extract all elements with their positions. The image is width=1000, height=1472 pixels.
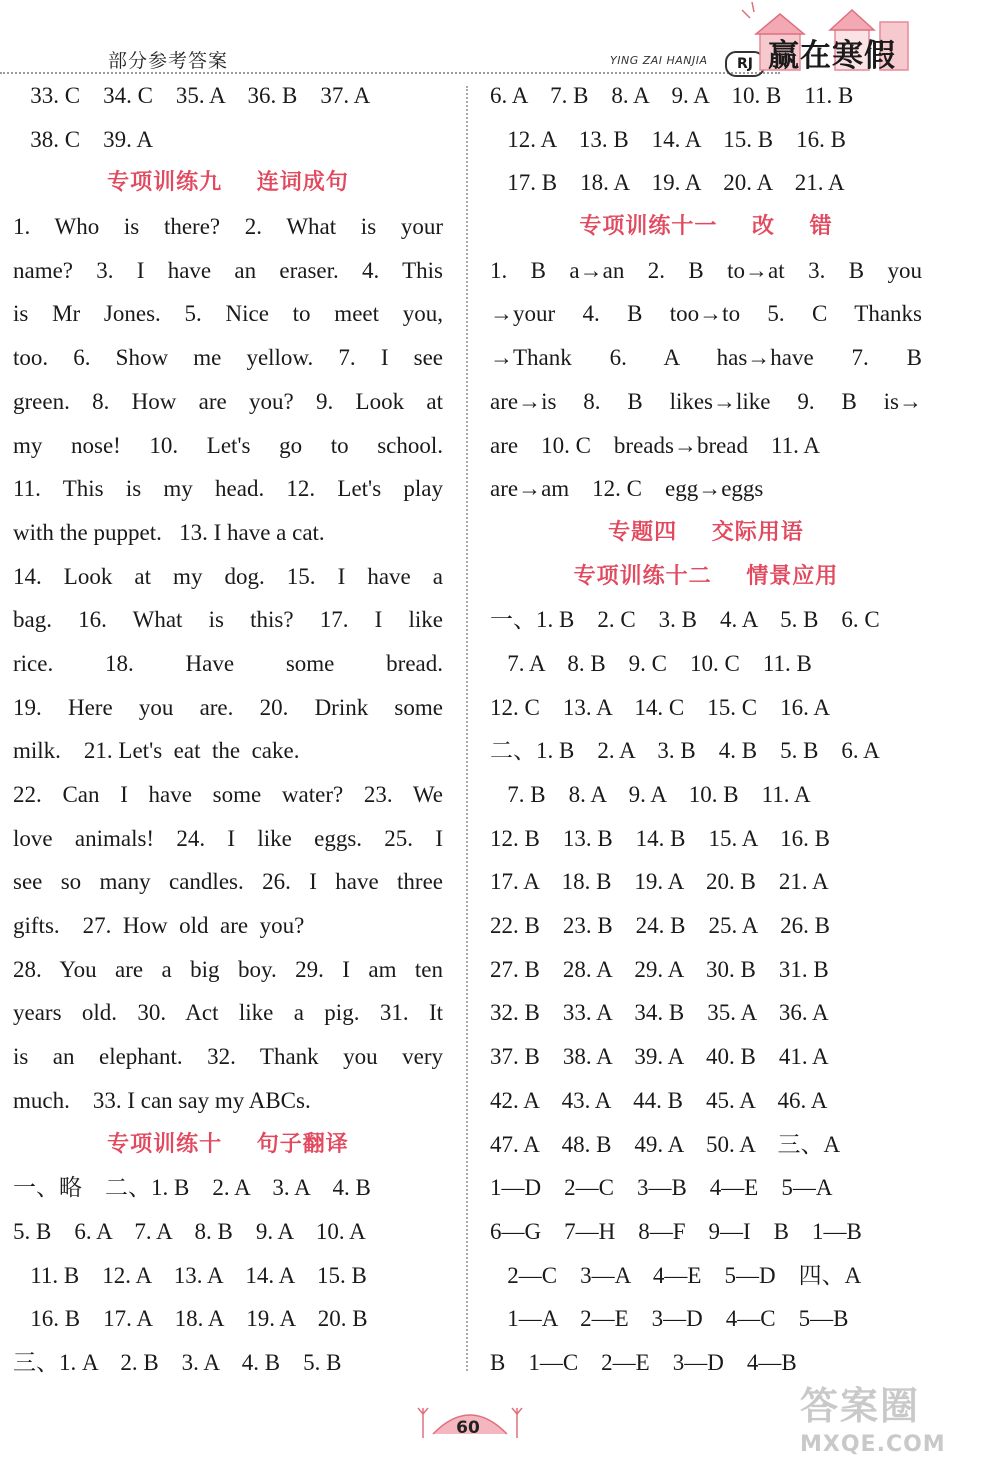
answer-line: are→am 12. C egg→eggs (490, 476, 764, 502)
section-label: 部分参考答案 (108, 50, 229, 72)
watermark-line-2: MXQE.COM (800, 1432, 946, 1457)
answer-line: green. 8. How are you? 9. Look at (13, 388, 443, 414)
answer-line: rice. 18. Have some bread. (13, 650, 443, 676)
answer-line: see so many candles. 26. I have three (13, 869, 443, 895)
section-heading: 专项训练十二 情景应用 (573, 563, 839, 589)
answer-line: is an elephant. 32. Thank you very (13, 1044, 443, 1070)
answer-line: 7. B 8. A 9. A 10. B 11. A (490, 782, 811, 807)
answer-line: 17. B 18. A 19. A 20. A 21. A (490, 170, 845, 196)
section-heading: 专项训练十一 改 错 (579, 214, 833, 240)
answer-line: 27. B 28. A 29. A 30. B 31. B (490, 956, 829, 982)
brand-title: 赢在寒假 (768, 38, 896, 74)
answer-line: 16. B 17. A 18. A 19. A 20. B (13, 1306, 368, 1332)
answer-line: 14. Look at my dog. 15. I have a (13, 563, 443, 589)
answer-line: 28. You are a big boy. 29. I am ten (13, 956, 443, 982)
answer-line: is Mr Jones. 5. Nice to meet you, (13, 301, 443, 327)
answer-line: 32. B 33. A 34. B 35. A 36. A (490, 1000, 829, 1026)
answer-line: 1. Who is there? 2. What is your (13, 214, 443, 240)
answer-line: 5. B 6. A 7. A 8. B 9. A 10. A (13, 1218, 366, 1244)
page-number: 60 (456, 1418, 480, 1438)
right-answer-column (490, 74, 922, 1385)
watermark (800, 1375, 946, 1457)
watermark-line-1: 答案圈 (800, 1384, 921, 1428)
answer-line: 12. B 13. B 14. B 15. A 16. B (490, 825, 830, 851)
answer-line: 42. A 43. A 44. B 45. A 46. A (490, 1087, 828, 1113)
answer-line: bag. 16. What is this? 17. I like (13, 607, 443, 633)
answer-line: much. 33. I can say my ABCs. (13, 1087, 311, 1113)
answer-line: 11. This is my head. 12. Let's play (13, 476, 443, 502)
answer-line: love animals! 24. I like eggs. 25. I (13, 825, 443, 851)
answer-line: →Thank 6. A has→have 7. B (490, 345, 922, 371)
answer-line: are→is 8. B likes→like 9. B is→ (490, 388, 922, 414)
answer-line: too. 6. Show me yellow. 7. I see (13, 345, 443, 371)
answer-line: 47. A 48. B 49. A 50. A 三、A (490, 1131, 841, 1157)
answer-line: with the puppet. 13. I have a cat. (13, 519, 325, 545)
answer-line: 37. B 38. A 39. A 40. B 41. A (490, 1044, 829, 1070)
answer-line: 11. B 12. A 13. A 14. A 15. B (13, 1262, 367, 1288)
answer-line: 1—D 2—C 3—B 4—E 5—A (490, 1175, 833, 1201)
answer-line: 二、1. B 2. A 3. B 4. B 5. B 6. A (490, 738, 880, 764)
answer-line: 12. A 13. B 14. A 15. B 16. B (490, 126, 846, 152)
answer-line: years old. 30. Act like a pig. 31. It (13, 1000, 443, 1026)
answer-line: 33. C 34. C 35. A 36. B 37. A (13, 83, 371, 108)
brand-pinyin: YING ZAI HANJIA (610, 54, 708, 67)
answer-line: 一、1. B 2. C 3. B 4. A 5. B 6. C (490, 607, 880, 633)
answer-line: name? 3. I have an eraser. 4. This (13, 257, 443, 283)
answer-line: 19. Here you are. 20. Drink some (13, 694, 443, 720)
answer-line: 7. A 8. B 9. C 10. C 11. B (490, 650, 812, 676)
answer-line: my nose! 10. Let's go to school. (13, 432, 443, 458)
column-divider (466, 86, 468, 1371)
section-heading: 专题四 交际用语 (608, 519, 804, 545)
answer-line: 1—A 2—E 3—D 4—C 5—B (490, 1306, 849, 1332)
answer-line: gifts. 27. How old are you? (13, 913, 305, 939)
section-heading: 专项训练九 连词成句 (107, 170, 349, 196)
answer-line: 一、略 二、1. B 2. A 3. A 4. B (13, 1175, 371, 1201)
answer-line: B 1—C 2—E 3—D 4—B (490, 1349, 797, 1375)
answer-line: 2—C 3—A 4—E 5—D 四、A (490, 1262, 862, 1288)
answer-line: 6—G 7—H 8—F 9—I B 1—B (490, 1218, 862, 1244)
answer-line: 38. C 39. A (13, 126, 153, 152)
section-heading: 专项训练十 句子翻译 (107, 1131, 349, 1157)
answer-line: 三、1. A 2. B 3. A 4. B 5. B (13, 1349, 342, 1375)
brand-badge: RJ (725, 51, 765, 77)
answer-line: are 10. C breads→bread 11. A (490, 432, 821, 458)
answer-line: 17. A 18. B 19. A 20. B 21. A (490, 869, 829, 895)
answer-line: →your 4. B too→to 5. C Thanks (490, 301, 922, 327)
answer-line: 12. C 13. A 14. C 15. C 16. A (490, 694, 830, 720)
answer-line: 22. B 23. B 24. B 25. A 26. B (490, 913, 830, 939)
answer-line: milk. 21. Let's eat the cake. (13, 738, 300, 764)
answer-line: 22. Can I have some water? 23. We (13, 782, 443, 807)
answer-line: 6. A 7. B 8. A 9. A 10. B 11. B (490, 83, 854, 108)
left-answer-column (13, 74, 443, 1385)
answer-line: 1. B a→an 2. B to→at 3. B you (490, 257, 922, 283)
